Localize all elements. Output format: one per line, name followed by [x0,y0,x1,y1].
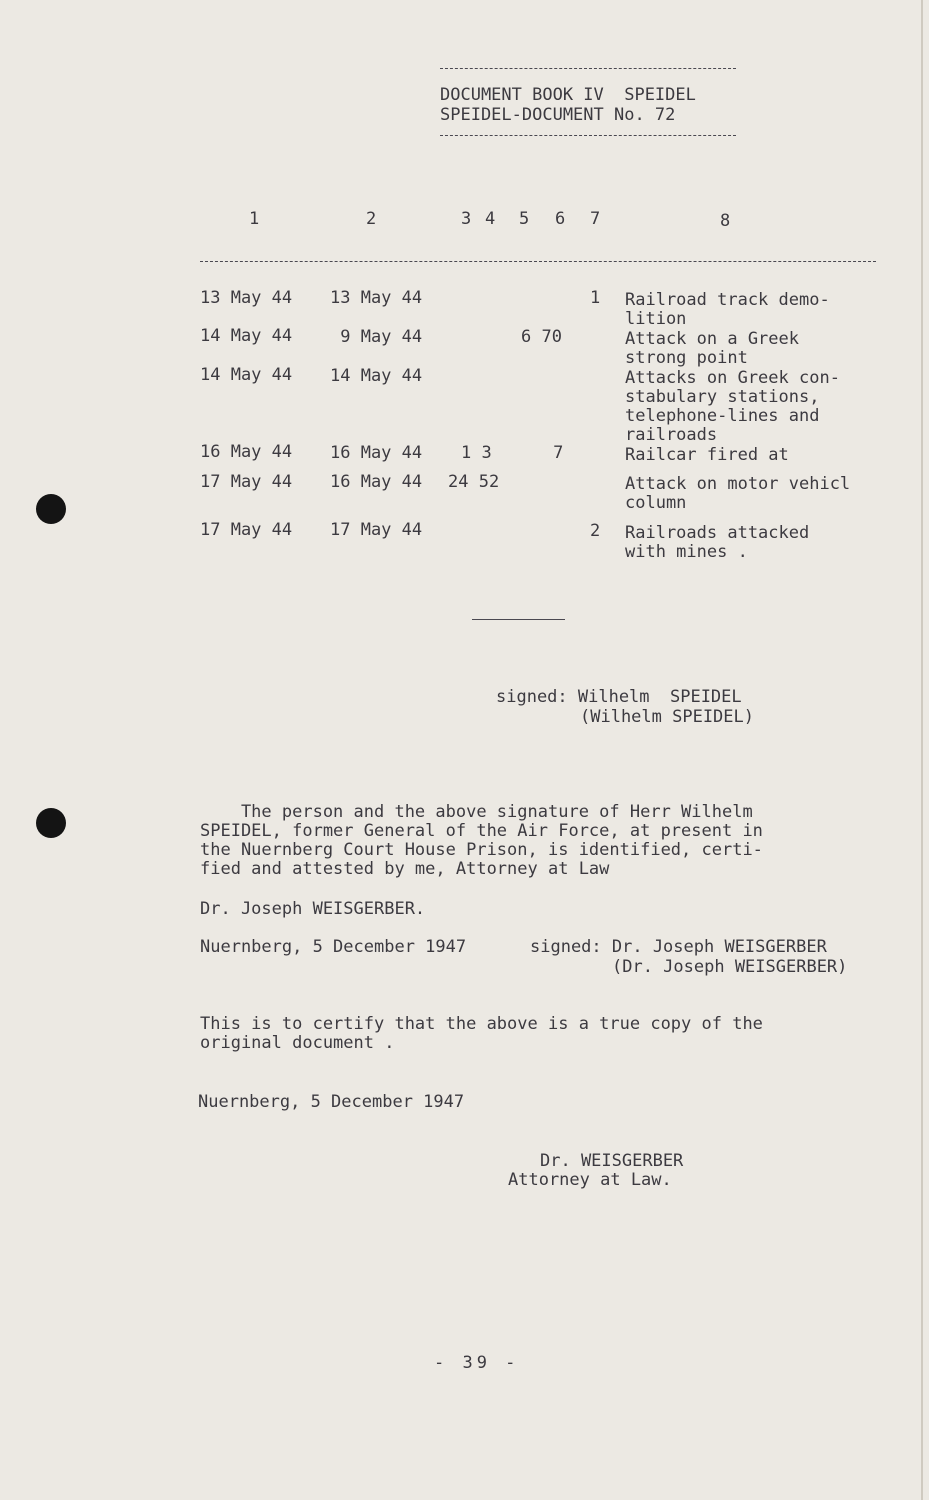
attestation-signed-line-2: (Dr. Joseph WEISGERBER) [612,957,848,977]
signature-speidel-line-1: signed: Wilhelm SPEIDEL [496,687,742,707]
row-numbers: 6 70 [521,327,562,347]
header-rule-top [440,68,736,69]
attestation-line: the Nuernberg Court House Prison, is identified, certi- [200,840,763,860]
header-line-2: SPEIDEL-DOCUMENT No. 72 [440,105,676,125]
footer-name: Dr. WEISGERBER [540,1151,684,1171]
row-date-1: 13 May 44 [200,288,293,308]
col-num-7: 7 [590,209,601,229]
row-description-line: Railroad track demo- [625,290,830,310]
row-description-line: column [625,493,687,513]
row-description-line: railroads [625,425,718,445]
row-numbers: 1 3 7 [461,443,564,463]
row-description-line: Railcar fired at [625,445,789,465]
col-num-5: 5 [519,209,530,229]
row-date-2: 17 May 44 [330,520,423,540]
row-description-line: Railroads attacked [625,523,810,543]
row-date-1: 17 May 44 [200,472,293,492]
row-date-1: 16 May 44 [200,442,293,462]
row-date-2: 16 May 44 [330,472,423,492]
certification-line-2: original document . [200,1033,395,1053]
header-rule-bottom [440,135,736,136]
col-num-8: 8 [720,211,731,231]
attestation-signed-line-1: signed: Dr. Joseph WEISGERBER [530,937,827,957]
row-date-2: 13 May 44 [330,288,423,308]
section-divider [472,619,565,620]
row-description-line: Attack on a Greek [625,329,799,349]
row-description-line: stabulary stations, [625,387,820,407]
footer-place-date: Nuernberg, 5 December 1947 [198,1092,465,1112]
col-num-6: 6 [555,209,566,229]
attestation-line: SPEIDEL, former General of the Air Force, at present in [200,821,763,841]
row-date-2: 9 May 44 [330,327,423,347]
attestation-line: The person and the above signature of Herr Wilhelm [200,802,753,822]
row-description-line: lition [625,309,687,329]
table-header-rule [200,261,876,262]
page-number: - 39 - [434,1353,520,1373]
row-description-line: with mines . [625,542,748,562]
col-num-1: 1 [249,209,260,229]
row-description-line: Attacks on Greek con- [625,368,840,388]
row-description-line: telephone-lines and [625,406,820,426]
row-description-line: strong point [625,348,748,368]
row-date-2: 16 May 44 [330,443,423,463]
row-date-1: 14 May 44 [200,326,293,346]
punch-hole-top [36,494,66,524]
attestation-name: Dr. Joseph WEISGERBER. [200,899,426,919]
row-date-1: 14 May 44 [200,365,293,385]
row-numbers: 2 [590,521,601,541]
col-num-3: 3 [461,209,472,229]
certification-line-1: This is to certify that the above is a true copy of the [200,1014,763,1034]
attestation-line: fied and attested by me, Attorney at Law [200,859,610,879]
header-line-1: DOCUMENT BOOK IV SPEIDEL [440,85,696,105]
row-numbers: 24 52 [448,472,500,492]
row-numbers: 1 [590,288,601,308]
row-date-1: 17 May 44 [200,520,293,540]
col-num-2: 2 [366,209,377,229]
row-date-2: 14 May 44 [330,366,423,386]
row-description-line: Attack on motor vehicl [625,474,851,494]
signature-speidel-line-2: (Wilhelm SPEIDEL) [580,707,754,727]
attestation-place-date: Nuernberg, 5 December 1947 [200,937,467,957]
footer-title: Attorney at Law. [508,1170,672,1190]
punch-hole-bottom [36,808,66,838]
col-num-4: 4 [485,209,496,229]
paper-edge [921,0,923,1500]
